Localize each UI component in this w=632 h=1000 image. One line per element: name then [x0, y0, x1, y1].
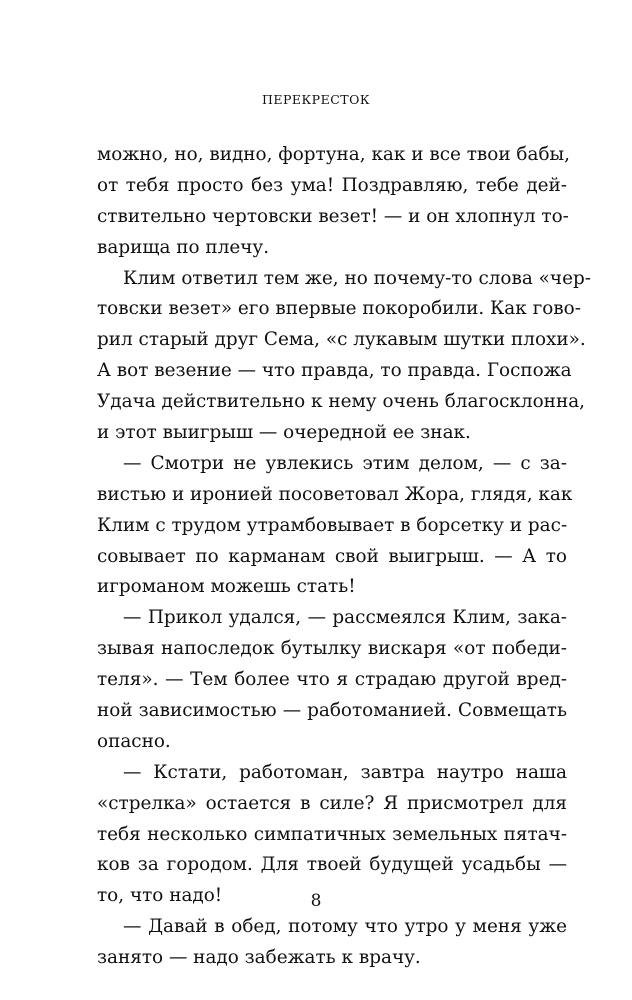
- text-line: ной зависимостью — работоманией. Совмещать: [97, 700, 567, 722]
- text-line: тебя несколько симпатичных земельных пятач-: [97, 823, 567, 845]
- text-line: А вот везение — что правда, то правда. Госпожа: [97, 360, 572, 382]
- running-head: ПЕРЕКРЕСТОК: [261, 92, 371, 107]
- text-line: Клим ответил тем же, но почему-то слова «чер-: [123, 267, 591, 289]
- text-line: от тебя просто без ума! Поздравляю, тебе дей-: [97, 174, 567, 196]
- text-line: «стрелка» остается в силе? Я присмотрел для: [97, 792, 567, 814]
- text-line: ков за городом. Для твоей будущей усадьбы —: [97, 854, 567, 876]
- text-line: ствительно чертовски везет! — и он хлопнул то-: [97, 205, 569, 227]
- text-line: то, что надо!: [97, 885, 223, 907]
- text-line: зывая напоследок бутылку вискаря «от победи-: [97, 638, 567, 660]
- text-line: товски везет» его впервые покоробили. Как гово-: [97, 298, 581, 320]
- text-line: Удача действительно к нему очень благосклонна,: [97, 391, 586, 413]
- text-line: — Прикол удался, — рассмеялся Клим, зака-: [123, 607, 567, 629]
- page-number: 8: [310, 891, 322, 911]
- text-line: игроманом можешь стать!: [97, 576, 356, 598]
- text-line: опасно.: [97, 730, 171, 752]
- text-line: теля». — Тем более что я страдаю другой вред-: [97, 669, 567, 691]
- text-line: занято — надо забежать к врачу.: [97, 947, 421, 969]
- body-text: [97, 140, 591, 974]
- text-line: — Давай в обед, потому что утро у меня уже: [123, 916, 567, 938]
- text-line: Клим с трудом утрамбовывает в борсетку и рас-: [97, 514, 568, 536]
- text-line: рил старый друг Сема, «с лукавым шутки плохи».: [97, 329, 586, 351]
- text-line: — Смотри не увлекись этим делом, — с за-: [123, 452, 567, 474]
- text-line: можно, но, видно, фортуна, как и все твои бабы,: [97, 144, 571, 165]
- text-line: вистью и иронией посоветовал Жора, глядя, как: [97, 483, 573, 505]
- text-line: — Кстати, работоман, завтра наутро наша: [123, 761, 567, 783]
- text-line: варища по плечу.: [97, 236, 270, 258]
- text-line: и этот выигрыш — очередной ее знак.: [97, 422, 471, 444]
- text-line: совывает по карманам свой выигрыш. — А то: [97, 545, 567, 567]
